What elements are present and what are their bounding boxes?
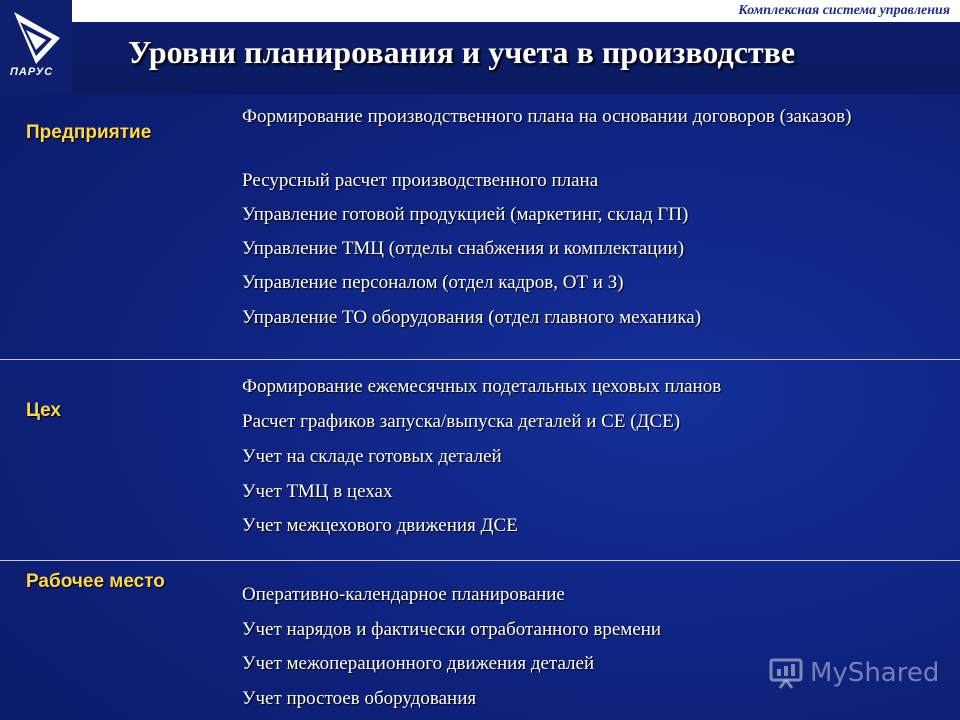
section-label-workplace: Рабочее место: [26, 571, 165, 592]
list-item: Учет ТМЦ в цехах: [242, 481, 393, 502]
list-item: Расчет графиков запуска/выпуска деталей и СЕ (ДСЕ): [242, 411, 681, 432]
watermark-text: MyShared: [810, 658, 940, 688]
page-title: Уровни планирования и учета в производстве: [128, 34, 796, 70]
section-label-enterprise: Предприятие: [26, 122, 152, 143]
list-item: Учет межцехового движения ДСЕ: [242, 515, 518, 536]
list-item: Учет межоперационного движения деталей: [242, 653, 595, 674]
list-item: Учет простоев оборудования: [242, 688, 477, 709]
brand-strip-text: Комплексная система управления: [738, 3, 950, 18]
watermark: [768, 656, 939, 690]
logo: [0, 0, 72, 94]
sail-logo-icon: [6, 8, 66, 68]
list-item: Управление персоналом (отдел кадров, ОТ и З): [242, 272, 624, 293]
section-divider: [0, 560, 960, 561]
list-item: Учет нарядов и фактически отработанного времени: [242, 619, 662, 640]
logo-text: ПАРУС: [10, 66, 54, 78]
list-item: Оперативно-календарное планирование: [242, 584, 565, 605]
list-item: Формирование ежемесячных подетальных цеховых планов: [242, 376, 722, 397]
section-label-workshop: Цех: [26, 400, 61, 421]
section-divider: [0, 359, 960, 360]
presentation-icon: [768, 656, 804, 690]
list-item: Ресурсный расчет производственного плана: [242, 170, 599, 191]
list-item: Управление готовой продукцией (маркетинг, склад ГП): [242, 204, 689, 225]
list-item: Формирование производственного плана на основании договоров (заказов): [242, 106, 852, 127]
list-item: Учет на складе готовых деталей: [242, 446, 502, 467]
list-item: Управление ТО оборудования (отдел главного механика): [242, 307, 702, 328]
brand-strip: [72, 0, 960, 22]
list-item: Управление ТМЦ (отделы снабжения и комплектации): [242, 238, 685, 259]
